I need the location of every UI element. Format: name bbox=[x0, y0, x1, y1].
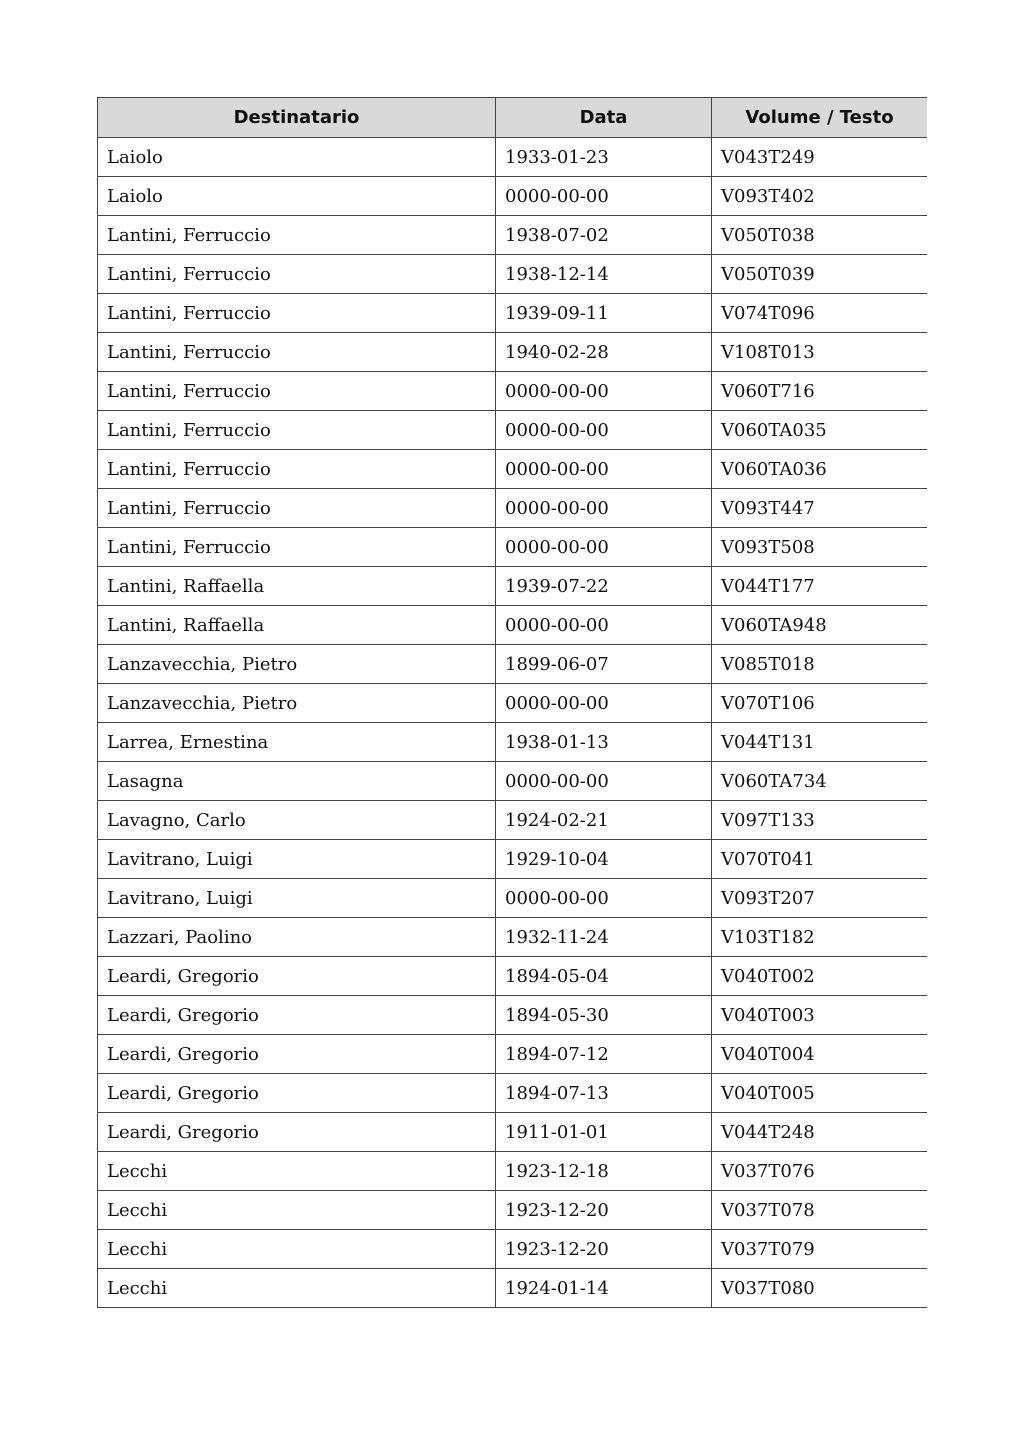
table-row bbox=[98, 684, 928, 723]
cell-destinatario: Lantini, Ferruccio bbox=[98, 255, 496, 294]
cell-data: 1938-01-13 bbox=[496, 723, 712, 762]
cell-destinatario: Lanzavecchia, Pietro bbox=[98, 684, 496, 723]
cell-volume-testo: V037T078 bbox=[712, 1191, 928, 1230]
cell-destinatario: Lantini, Ferruccio bbox=[98, 450, 496, 489]
header-data: Data bbox=[496, 98, 712, 138]
header-volume-testo: Volume / Testo bbox=[712, 98, 928, 138]
table-row bbox=[98, 879, 928, 918]
table-row bbox=[98, 1074, 928, 1113]
table-row bbox=[98, 762, 928, 801]
cell-data: 1899-06-07 bbox=[496, 645, 712, 684]
cell-destinatario: Lecchi bbox=[98, 1230, 496, 1269]
cell-destinatario: Leardi, Gregorio bbox=[98, 957, 496, 996]
table-row bbox=[98, 645, 928, 684]
cell-volume-testo: V097T133 bbox=[712, 801, 928, 840]
cell-volume-testo: V108T013 bbox=[712, 333, 928, 372]
cell-destinatario: Lecchi bbox=[98, 1191, 496, 1230]
cell-data: 0000-00-00 bbox=[496, 684, 712, 723]
cell-destinatario: Leardi, Gregorio bbox=[98, 996, 496, 1035]
cell-volume-testo: V037T076 bbox=[712, 1152, 928, 1191]
table-row bbox=[98, 411, 928, 450]
cell-destinatario: Leardi, Gregorio bbox=[98, 1074, 496, 1113]
cell-destinatario: Lavitrano, Luigi bbox=[98, 879, 496, 918]
cell-volume-testo: V060TA948 bbox=[712, 606, 928, 645]
cell-data: 1911-01-01 bbox=[496, 1113, 712, 1152]
cell-destinatario: Lantini, Ferruccio bbox=[98, 333, 496, 372]
cell-data: 0000-00-00 bbox=[496, 762, 712, 801]
cell-volume-testo: V060TA036 bbox=[712, 450, 928, 489]
cell-volume-testo: V070T106 bbox=[712, 684, 928, 723]
table-row bbox=[98, 372, 928, 411]
cell-volume-testo: V093T402 bbox=[712, 177, 928, 216]
cell-data: 1924-01-14 bbox=[496, 1269, 712, 1308]
cell-volume-testo: V074T096 bbox=[712, 294, 928, 333]
table-row bbox=[98, 138, 928, 177]
table-row bbox=[98, 1191, 928, 1230]
table-row bbox=[98, 1230, 928, 1269]
cell-volume-testo: V085T018 bbox=[712, 645, 928, 684]
cell-volume-testo: V040T005 bbox=[712, 1074, 928, 1113]
letters-table-container bbox=[97, 97, 927, 1313]
cell-destinatario: Laiolo bbox=[98, 177, 496, 216]
table-row bbox=[98, 840, 928, 879]
cell-volume-testo: V060TA035 bbox=[712, 411, 928, 450]
cell-data: 1923-12-20 bbox=[496, 1230, 712, 1269]
cell-volume-testo: V093T207 bbox=[712, 879, 928, 918]
letters-table bbox=[97, 97, 927, 1308]
cell-volume-testo: V093T508 bbox=[712, 528, 928, 567]
cell-volume-testo: V037T080 bbox=[712, 1269, 928, 1308]
table-row bbox=[98, 723, 928, 762]
cell-destinatario: Lazzari, Paolino bbox=[98, 918, 496, 957]
table-row bbox=[98, 294, 928, 333]
cell-destinatario: Lantini, Ferruccio bbox=[98, 411, 496, 450]
cell-data: 1894-05-30 bbox=[496, 996, 712, 1035]
cell-data: 1938-12-14 bbox=[496, 255, 712, 294]
cell-volume-testo: V050T039 bbox=[712, 255, 928, 294]
table-row bbox=[98, 1113, 928, 1152]
cell-volume-testo: V044T177 bbox=[712, 567, 928, 606]
cell-data: 1894-05-04 bbox=[496, 957, 712, 996]
cell-volume-testo: V040T003 bbox=[712, 996, 928, 1035]
table-row bbox=[98, 450, 928, 489]
cell-data: 0000-00-00 bbox=[496, 606, 712, 645]
cell-data: 1939-09-11 bbox=[496, 294, 712, 333]
table-row bbox=[98, 996, 928, 1035]
cell-destinatario: Lantini, Raffaella bbox=[98, 567, 496, 606]
cell-data: 1923-12-18 bbox=[496, 1152, 712, 1191]
cell-volume-testo: V040T002 bbox=[712, 957, 928, 996]
table-row bbox=[98, 528, 928, 567]
cell-destinatario: Larrea, Ernestina bbox=[98, 723, 496, 762]
header-row bbox=[98, 98, 928, 138]
table-row bbox=[98, 255, 928, 294]
table-row bbox=[98, 606, 928, 645]
cell-data: 0000-00-00 bbox=[496, 489, 712, 528]
cell-destinatario: Lavitrano, Luigi bbox=[98, 840, 496, 879]
cell-volume-testo: V044T131 bbox=[712, 723, 928, 762]
cell-data: 1940-02-28 bbox=[496, 333, 712, 372]
cell-volume-testo: V037T079 bbox=[712, 1230, 928, 1269]
cell-volume-testo: V040T004 bbox=[712, 1035, 928, 1074]
cell-destinatario: Lavagno, Carlo bbox=[98, 801, 496, 840]
cell-destinatario: Lantini, Ferruccio bbox=[98, 528, 496, 567]
cell-volume-testo: V060TA734 bbox=[712, 762, 928, 801]
cell-data: 1923-12-20 bbox=[496, 1191, 712, 1230]
table-row bbox=[98, 957, 928, 996]
cell-destinatario: Lanzavecchia, Pietro bbox=[98, 645, 496, 684]
cell-destinatario: Leardi, Gregorio bbox=[98, 1113, 496, 1152]
cell-data: 1933-01-23 bbox=[496, 138, 712, 177]
cell-volume-testo: V070T041 bbox=[712, 840, 928, 879]
table-row bbox=[98, 567, 928, 606]
cell-volume-testo: V044T248 bbox=[712, 1113, 928, 1152]
cell-data: 0000-00-00 bbox=[496, 528, 712, 567]
header-destinatario: Destinatario bbox=[98, 98, 496, 138]
table-row bbox=[98, 918, 928, 957]
cell-volume-testo: V103T182 bbox=[712, 918, 928, 957]
table-row bbox=[98, 333, 928, 372]
cell-data: 1924-02-21 bbox=[496, 801, 712, 840]
cell-destinatario: Lantini, Ferruccio bbox=[98, 489, 496, 528]
cell-destinatario: Lantini, Raffaella bbox=[98, 606, 496, 645]
cell-data: 0000-00-00 bbox=[496, 177, 712, 216]
table-row bbox=[98, 1152, 928, 1191]
table-row bbox=[98, 1269, 928, 1308]
cell-destinatario: Lantini, Ferruccio bbox=[98, 216, 496, 255]
cell-destinatario: Lantini, Ferruccio bbox=[98, 294, 496, 333]
cell-data: 1938-07-02 bbox=[496, 216, 712, 255]
cell-data: 1939-07-22 bbox=[496, 567, 712, 606]
table-row bbox=[98, 177, 928, 216]
cell-destinatario: Leardi, Gregorio bbox=[98, 1035, 496, 1074]
cell-destinatario: Laiolo bbox=[98, 138, 496, 177]
cell-destinatario: Lasagna bbox=[98, 762, 496, 801]
cell-destinatario: Lantini, Ferruccio bbox=[98, 372, 496, 411]
table-row bbox=[98, 1035, 928, 1074]
cell-volume-testo: V043T249 bbox=[712, 138, 928, 177]
cell-data: 1929-10-04 bbox=[496, 840, 712, 879]
table-body bbox=[98, 138, 928, 1308]
table-row bbox=[98, 489, 928, 528]
cell-volume-testo: V060T716 bbox=[712, 372, 928, 411]
cell-data: 0000-00-00 bbox=[496, 450, 712, 489]
cell-data: 1894-07-13 bbox=[496, 1074, 712, 1113]
cell-volume-testo: V050T038 bbox=[712, 216, 928, 255]
cell-data: 1894-07-12 bbox=[496, 1035, 712, 1074]
table-row bbox=[98, 801, 928, 840]
table-row bbox=[98, 216, 928, 255]
cell-volume-testo: V093T447 bbox=[712, 489, 928, 528]
cell-data: 1932-11-24 bbox=[496, 918, 712, 957]
cell-destinatario: Lecchi bbox=[98, 1269, 496, 1308]
cell-destinatario: Lecchi bbox=[98, 1152, 496, 1191]
cell-data: 0000-00-00 bbox=[496, 879, 712, 918]
cell-data: 0000-00-00 bbox=[496, 411, 712, 450]
cell-data: 0000-00-00 bbox=[496, 372, 712, 411]
